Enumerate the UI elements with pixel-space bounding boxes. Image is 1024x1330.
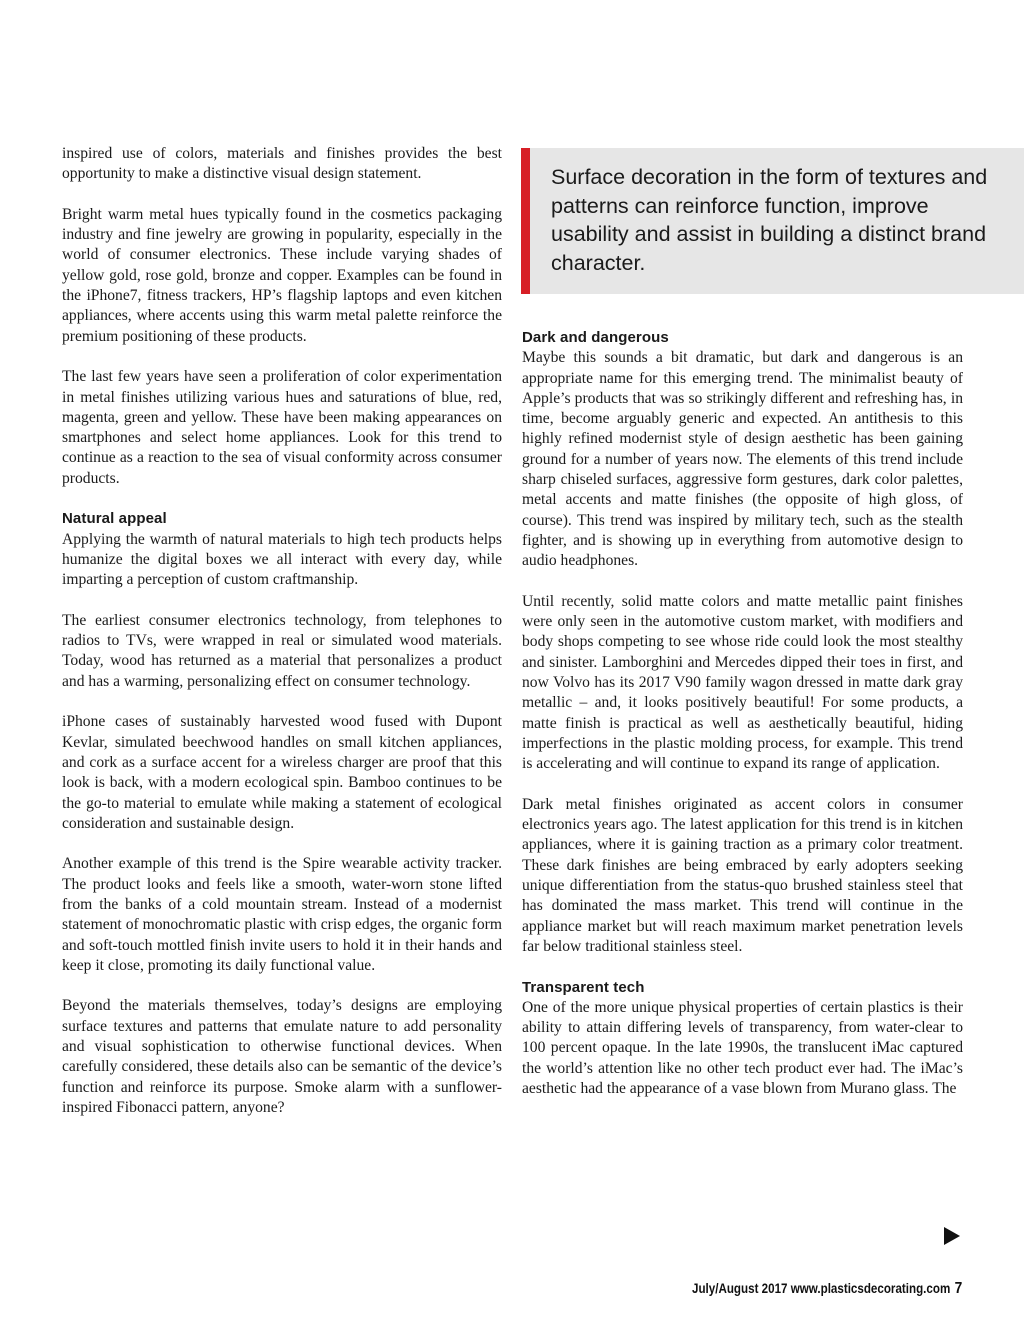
next-page-arrow-icon[interactable] [944, 1227, 960, 1245]
paragraph: The earliest consumer electronics technology, from telephones to radios to TVs, were wrapped in real or simulated wood materials. Today, wood has returned as a material that personalizes a product and has a warming, personalizing effect on consumer technology. [62, 611, 502, 690]
pull-quote: Surface decoration in the form of textures and patterns can reinforce function, improve usability and assist in building a distinct brand character. [521, 148, 1024, 294]
section-heading-natural-appeal: Natural appeal [62, 510, 167, 528]
paragraph: Applying the warmth of natural materials to high tech products helps humanize the digital boxes we all interact with every day, while imparting a perception of custom craftmanship. [62, 530, 502, 589]
left-column [62, 144, 502, 1139]
paragraph: inspired use of colors, materials and finishes provides the best opportunity to make a distinctive visual design statement. [62, 145, 502, 183]
paragraph: Maybe this sounds a bit dramatic, but dark and dangerous is an appropriate name for this emerging trend. The minimalist beauty of Apple’s products that was so strikingly different and refreshing has, in time, become arguably generic and expected. An antithesis to this highly refined modernist style of design aesthetic has been gaining ground for a number of years now. The elements of this trend include sharp chiseled surfaces, aggressive form gestures, dark color palettes, metal accents and matte finishes (the opposite of high gloss, of course). This trend was inspired by military tech, such as the stealth fighter, and is showing up in everything from automotive design to audio headphones. [522, 349, 963, 570]
paragraph: Bright warm metal hues typically found in the cosmetics packaging industry and fine jewelry are growing in popularity, especially in the world of consumer electronics. These include varying shades of yellow gold, rose gold, bronze and copper. Examples can be found in the iPhone7, fitness trackers, HP’s flagship laptops and even kitchen appliances, where accents using this warm metal palette reinforce the premium positioning of these products. [62, 205, 502, 345]
page-footer [692, 1280, 962, 1298]
paragraph: One of the more unique physical properties of certain plastics is their ability to attain differing levels of transparency, from water-clear to 100 percent opaque. In the late 1990s, the translucent iMac captured the world’s attention like no other tech product ever had. The iMac’s aesthetic had the appearance of a vase blown from Murano glass. The [522, 998, 963, 1097]
page-number: 7 [954, 1280, 962, 1297]
paragraph: Dark metal finishes originated as accent colors in consumer electronics years ago. The latest application for this trend is in kitchen appliances, where it is gaining traction as a primary color treatment. These dark finishes are being embraced by early adopters seeking unique differentiation from the status-quo brushed stainless steel that has dominated the mass market. This trend will continue in the appliance market but will reach maximum market penetration levels far below traditional stainless steel. [522, 795, 963, 955]
paragraph: iPhone cases of sustainably harvested wood fused with Dupont Kevlar, simulated beechwood handles on small kitchen appliances, and cork as a surface accent for a wireless charger are proof that this look is back, with a modern ecological spin. Bamboo continues to be the go-to material to emulate while making a statement of ecological consideration and sustainable design. [62, 713, 502, 832]
paragraph: The last few years have seen a proliferation of color experimentation in metal finishes utilizing various hues and saturations of blue, red, magenta, green and yellow. These have been making appearances on smartphones and select home appliances. Look for this trend to continue as a reaction to the sea of visual conformity across consumer products. [62, 368, 502, 487]
footer-issue-and-site: July/August 2017 www.plasticsdecorating.com [691, 1281, 951, 1296]
section-heading-dark-and-dangerous: Dark and dangerous [522, 329, 669, 346]
right-column [522, 328, 963, 1120]
paragraph: Another example of this trend is the Spire wearable activity tracker. The product looks and feels like a smooth, water-worn stone lifted from the banks of a cold mountain stream. Instead of a modernist statement of monochromatic plastic with crisp edges, the organic form and soft-touch mottled finish invite users to hold it in their hands and keep it close, promoting its daily functional value. [62, 855, 502, 974]
paragraph: Until recently, solid matte colors and matte metallic paint finishes were only seen in the automotive custom market, with modifiers and body shops competing to see whose ride could look the most stealthy and sinister. Lamborghini and Mercedes dipped their toes in first, and now Volvo has its 2017 V90 family wagon dressed in matte dark gray metallic – and, it looks positively beautiful! For some products, a matte finish is practical as well as aesthetically beautiful, hiding imperfections in the plastic molding process, for example. This trend is accelerating and will continue to expand its range of application. [522, 592, 963, 773]
section-heading-transparent-tech: Transparent tech [522, 978, 645, 996]
paragraph: Beyond the materials themselves, today’s designs are employing surface textures and patterns that emulate nature to add personality and visual sophistication to otherwise functional devices. When carefully considered, these details also can be semantic of the device’s function and reinforce its purpose. Smoke alarm with a sunflower-inspired Fibonacci pattern, anyone? [62, 997, 502, 1116]
